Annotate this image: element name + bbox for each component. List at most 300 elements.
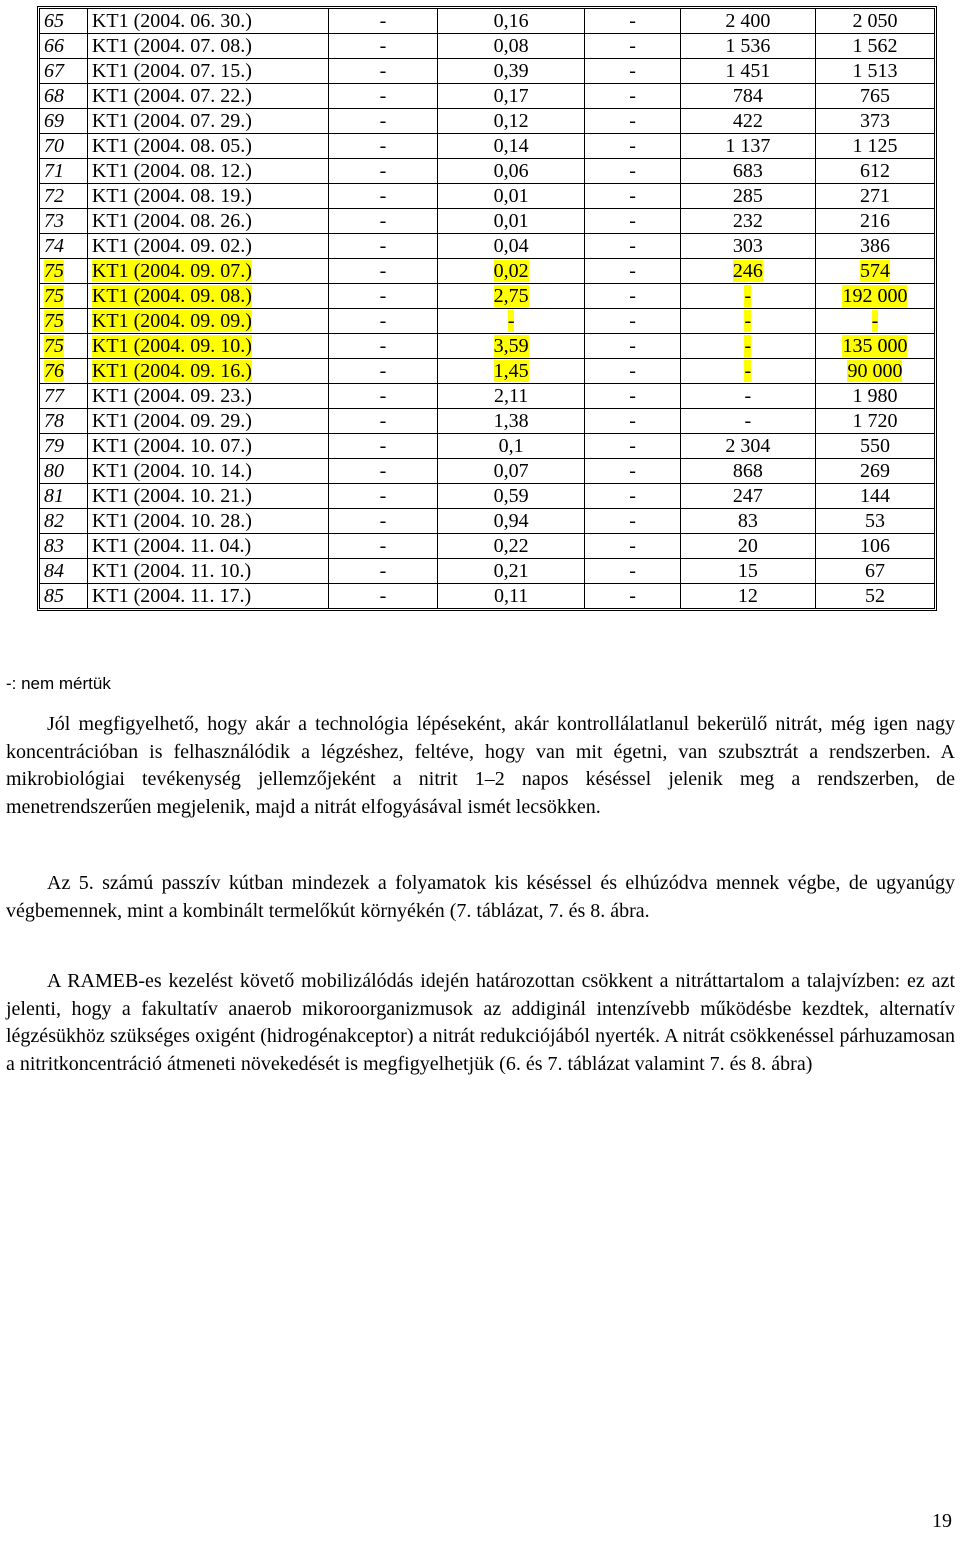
cell-text: 2 400 (725, 10, 771, 32)
table-cell-num (40, 134, 88, 159)
cell-text: - (379, 335, 387, 357)
cell-text: 0,1 (498, 435, 524, 457)
table-cell-a (329, 559, 438, 584)
cell-text: 0,01 (493, 185, 529, 207)
table-cell-num (40, 384, 88, 409)
table-cell-id (88, 484, 329, 509)
cell-text: - (629, 60, 636, 82)
table-cell-c (585, 309, 680, 334)
table-cell-num (40, 184, 88, 209)
table-cell-d (681, 309, 816, 334)
cell-text: 216 (859, 210, 890, 232)
table-cell-b (438, 259, 586, 284)
cell-text: 12 (737, 585, 758, 607)
table-cell-e (816, 434, 934, 459)
cell-text: 247 (732, 485, 763, 507)
cell-text: KT1 (2004. 08. 26.) (91, 210, 252, 232)
page-number: 19 (932, 1510, 952, 1532)
cell-text: - (379, 560, 387, 582)
cell-text: 0,01 (493, 210, 529, 232)
table-cell-e (816, 384, 934, 409)
cell-text: - (629, 360, 636, 382)
cell-text: - (379, 210, 387, 232)
cell-text: 0,04 (493, 235, 529, 257)
cell-text: - (507, 310, 515, 332)
cell-text: 1 125 (852, 135, 898, 157)
cell-text: 67 (864, 560, 885, 582)
table-cell-c (585, 209, 680, 234)
cell-text: 0,11 (494, 585, 529, 607)
table-cell-e (816, 209, 934, 234)
cell-text: 65 (44, 10, 64, 32)
cell-text: 2 050 (852, 10, 898, 32)
cell-text: 80 (44, 460, 64, 482)
table-cell-e (816, 409, 934, 434)
table-row (40, 9, 934, 34)
cell-text: - (379, 160, 387, 182)
table-cell-d (681, 259, 816, 284)
cell-text: - (629, 235, 636, 257)
table-row (40, 184, 934, 209)
cell-text: 303 (732, 235, 763, 257)
cell-text: 53 (864, 510, 885, 532)
table-cell-num (40, 359, 88, 384)
cell-text: KT1 (2004. 10. 21.) (91, 485, 252, 507)
cell-text: 271 (859, 185, 890, 207)
table-cell-a (329, 259, 438, 284)
table-cell-num (40, 434, 88, 459)
table-cell-num (40, 459, 88, 484)
table-cell-e (816, 309, 934, 334)
table-cell-d (681, 184, 816, 209)
cell-text: KT1 (2004. 08. 05.) (91, 135, 252, 157)
cell-text: - (379, 410, 387, 432)
cell-text: 135 000 (842, 335, 908, 357)
table-cell-a (329, 584, 438, 608)
table-cell-id (88, 9, 329, 34)
table-row (40, 434, 934, 459)
table-cell-b (438, 309, 586, 334)
cell-text: - (379, 35, 387, 57)
cell-text: 74 (44, 235, 64, 257)
cell-text: - (871, 310, 879, 332)
table-cell-c (585, 134, 680, 159)
cell-text: 192 000 (842, 285, 908, 307)
cell-text: KT1 (2004. 06. 30.) (91, 10, 252, 32)
cell-text: 78 (44, 410, 64, 432)
cell-text: 75 (44, 260, 64, 282)
cell-text: 77 (44, 385, 64, 407)
cell-text: 1 720 (852, 410, 898, 432)
cell-text: 0,14 (493, 135, 529, 157)
table-cell-c (585, 34, 680, 59)
cell-text: 0,02 (493, 260, 529, 282)
table-cell-a (329, 434, 438, 459)
cell-text: 0,17 (493, 85, 529, 107)
table-row (40, 109, 934, 134)
cell-text: 144 (859, 485, 890, 507)
cell-text: - (629, 510, 636, 532)
table-cell-num (40, 484, 88, 509)
table-cell-num (40, 159, 88, 184)
table-row (40, 234, 934, 259)
cell-text: - (379, 285, 387, 307)
cell-text: 84 (44, 560, 64, 582)
table-cell-c (585, 384, 680, 409)
cell-text: 75 (44, 335, 64, 357)
table-cell-b (438, 459, 586, 484)
table-cell-b (438, 34, 586, 59)
table-row (40, 209, 934, 234)
cell-text: 1,45 (493, 360, 529, 382)
table-cell-b (438, 409, 586, 434)
table-cell-c (585, 184, 680, 209)
table-cell-c (585, 59, 680, 84)
cell-text: - (629, 460, 636, 482)
cell-text: 550 (859, 435, 890, 457)
table-row (40, 259, 934, 284)
table-cell-id (88, 284, 329, 309)
cell-text: 76 (44, 360, 64, 382)
table-cell-b (438, 584, 586, 608)
cell-text: 0,06 (493, 160, 529, 182)
table-cell-id (88, 559, 329, 584)
table-cell-d (681, 434, 816, 459)
table-cell-e (816, 459, 934, 484)
cell-text: 0,16 (493, 10, 529, 32)
cell-text: - (629, 210, 636, 232)
cell-text: 683 (732, 160, 763, 182)
cell-text: 52 (864, 585, 885, 607)
table-row (40, 34, 934, 59)
cell-text: KT1 (2004. 11. 10.) (91, 560, 252, 582)
table-cell-e (816, 284, 934, 309)
cell-text: - (629, 335, 636, 357)
table-cell-id (88, 209, 329, 234)
cell-text: 612 (859, 160, 890, 182)
cell-text: 1 562 (852, 35, 898, 57)
cell-text: 373 (859, 110, 890, 132)
table-row (40, 159, 934, 184)
cell-text: KT1 (2004. 09. 29.) (91, 410, 252, 432)
table-cell-c (585, 509, 680, 534)
table-cell-a (329, 284, 438, 309)
cell-text: KT1 (2004. 09. 10.) (91, 335, 252, 357)
cell-text: 285 (732, 185, 763, 207)
cell-text: 2,75 (493, 285, 529, 307)
cell-text: - (629, 435, 636, 457)
cell-text: 422 (732, 110, 763, 132)
cell-text: 0,39 (493, 60, 529, 82)
cell-text: 81 (44, 485, 64, 507)
table-cell-e (816, 109, 934, 134)
cell-text: - (629, 310, 636, 332)
cell-text: 2,11 (494, 385, 529, 407)
table-cell-c (585, 459, 680, 484)
cell-text: 574 (859, 260, 890, 282)
cell-text: 66 (44, 35, 64, 57)
table-cell-num (40, 284, 88, 309)
table-cell-id (88, 109, 329, 134)
table-cell-d (681, 359, 816, 384)
cell-text: 83 (737, 510, 758, 532)
cell-text: - (379, 60, 387, 82)
cell-text: - (744, 335, 752, 357)
cell-text: 232 (732, 210, 763, 232)
table-cell-num (40, 509, 88, 534)
table-cell-num (40, 409, 88, 434)
cell-text: 82 (44, 510, 64, 532)
cell-text: - (379, 385, 387, 407)
table-cell-e (816, 184, 934, 209)
cell-text: - (744, 285, 752, 307)
cell-text: 246 (732, 260, 763, 282)
cell-text: - (379, 585, 387, 607)
cell-text: 784 (732, 85, 763, 107)
table-cell-c (585, 234, 680, 259)
cell-text: - (379, 310, 387, 332)
table-cell-c (585, 559, 680, 584)
cell-text: - (379, 85, 387, 107)
table-cell-b (438, 84, 586, 109)
table-cell-num (40, 209, 88, 234)
cell-text: 0,94 (493, 510, 529, 532)
table-cell-e (816, 259, 934, 284)
table-cell-num (40, 9, 88, 34)
cell-text: - (629, 585, 636, 607)
table-cell-a (329, 59, 438, 84)
table-cell-d (681, 409, 816, 434)
table-cell-a (329, 309, 438, 334)
cell-text: 1 513 (852, 60, 898, 82)
cell-text: 1 137 (725, 135, 771, 157)
table-cell-e (816, 84, 934, 109)
table-cell-d (681, 9, 816, 34)
cell-text: - (379, 10, 387, 32)
table-cell-num (40, 559, 88, 584)
table-cell-id (88, 359, 329, 384)
measurement-table (37, 6, 937, 611)
cell-text: 75 (44, 310, 64, 332)
paragraph-passive-well: Az 5. számú passzív kútban mindezek a folyamatok kis késéssel és elhúzódva mennek végbe, de ugyanúgy végbemennek, mint a kombinált termelőkút környékén (7. táblázat, 7. és 8. ábra. (6, 872, 955, 922)
table-cell-c (585, 534, 680, 559)
table-cell-e (816, 534, 934, 559)
cell-text: 106 (859, 535, 890, 557)
cell-text: 15 (737, 560, 758, 582)
table-cell-b (438, 484, 586, 509)
cell-text: KT1 (2004. 08. 12.) (91, 160, 252, 182)
cell-text: - (629, 535, 636, 557)
table-cell-num (40, 34, 88, 59)
table-cell-a (329, 409, 438, 434)
cell-text: 1 536 (725, 35, 771, 57)
table-cell-c (585, 159, 680, 184)
table-cell-e (816, 584, 934, 608)
table-cell-num (40, 109, 88, 134)
paragraph-nitrate-consumption: Jól megfigyelhető, hogy akár a technológia lépéseként, akár kontrollálatlanul bekerülő nitrát, még igen nagy koncentrációban is felhasználódik a légzéshez, feltéve, hogy van mit égetni, van szubsztrát a rendszerben. A mikrobiológiai tevékenység jellemzőjeként a nitrit 1–2 napos késéssel jelenik meg a rendszerben, de menetrendszerűen megjelenik, majd a nitrát elfogyásával ismét lecsökken. (6, 713, 955, 818)
table-cell-a (329, 209, 438, 234)
cell-text: - (744, 385, 752, 407)
cell-text: KT1 (2004. 09. 16.) (91, 360, 252, 382)
cell-text: - (629, 560, 636, 582)
cell-text: - (379, 360, 387, 382)
cell-text: KT1 (2004. 11. 17.) (91, 585, 252, 607)
table-cell-id (88, 34, 329, 59)
table-cell-d (681, 59, 816, 84)
cell-text: 386 (859, 235, 890, 257)
table-cell-c (585, 584, 680, 608)
cell-text: 0,07 (493, 460, 529, 482)
table-cell-d (681, 159, 816, 184)
cell-text: - (629, 110, 636, 132)
cell-text: - (379, 185, 387, 207)
table-cell-b (438, 159, 586, 184)
cell-text: - (744, 360, 752, 382)
cell-text: - (629, 85, 636, 107)
table-cell-b (438, 534, 586, 559)
table-row (40, 309, 934, 334)
cell-text: - (744, 310, 752, 332)
cell-text: - (629, 135, 636, 157)
table-cell-id (88, 459, 329, 484)
cell-text: 75 (44, 285, 64, 307)
table-cell-b (438, 184, 586, 209)
table-cell-id (88, 534, 329, 559)
table-cell-a (329, 384, 438, 409)
table-cell-e (816, 34, 934, 59)
table-cell-d (681, 134, 816, 159)
table-cell-c (585, 84, 680, 109)
table-cell-id (88, 384, 329, 409)
cell-text: 68 (44, 85, 64, 107)
cell-text: 67 (44, 60, 64, 82)
table-cell-d (681, 534, 816, 559)
table-cell-b (438, 384, 586, 409)
table-cell-d (681, 334, 816, 359)
cell-text: - (379, 460, 387, 482)
table-cell-c (585, 334, 680, 359)
table-cell-b (438, 509, 586, 534)
cell-text: 0,59 (493, 485, 529, 507)
table-cell-id (88, 334, 329, 359)
table-footnote: -: nem mértük (6, 674, 111, 693)
cell-text: KT1 (2004. 07. 29.) (91, 110, 252, 132)
cell-text: KT1 (2004. 10. 07.) (91, 435, 252, 457)
table-row (40, 84, 934, 109)
table-row (40, 534, 934, 559)
cell-text: - (379, 235, 387, 257)
table-cell-num (40, 534, 88, 559)
cell-text: - (629, 385, 636, 407)
cell-text: KT1 (2004. 09. 09.) (91, 310, 252, 332)
cell-text: - (629, 160, 636, 182)
cell-text: - (629, 35, 636, 57)
table-row (40, 509, 934, 534)
cell-text: 0,22 (493, 535, 529, 557)
table-cell-id (88, 84, 329, 109)
cell-text: - (629, 185, 636, 207)
cell-text: KT1 (2004. 09. 23.) (91, 385, 252, 407)
cell-text: KT1 (2004. 10. 28.) (91, 510, 252, 532)
table-cell-num (40, 309, 88, 334)
cell-text: 2 304 (725, 435, 771, 457)
table-row (40, 584, 934, 608)
cell-text: 0,21 (493, 560, 529, 582)
table-cell-e (816, 484, 934, 509)
table-cell-e (816, 334, 934, 359)
table-cell-b (438, 334, 586, 359)
cell-text: - (629, 285, 636, 307)
table-cell-id (88, 259, 329, 284)
table-cell-id (88, 159, 329, 184)
cell-text: 73 (44, 210, 64, 232)
table-cell-num (40, 584, 88, 608)
cell-text: KT1 (2004. 10. 14.) (91, 460, 252, 482)
table-cell-d (681, 284, 816, 309)
table-row (40, 284, 934, 309)
table-cell-a (329, 109, 438, 134)
table-cell-id (88, 134, 329, 159)
table-cell-a (329, 9, 438, 34)
cell-text: 69 (44, 110, 64, 132)
table-cell-a (329, 509, 438, 534)
table-cell-d (681, 109, 816, 134)
cell-text: 3,59 (493, 335, 529, 357)
cell-text: KT1 (2004. 09. 08.) (91, 285, 252, 307)
cell-text: 20 (737, 535, 758, 557)
table-cell-c (585, 434, 680, 459)
table-cell-c (585, 259, 680, 284)
cell-text: 85 (44, 585, 64, 607)
table-cell-a (329, 84, 438, 109)
cell-text: - (379, 435, 387, 457)
table-cell-d (681, 84, 816, 109)
table-cell-a (329, 334, 438, 359)
table-cell-b (438, 9, 586, 34)
table-cell-id (88, 59, 329, 84)
table-cell-num (40, 234, 88, 259)
table-cell-id (88, 184, 329, 209)
table-cell-num (40, 334, 88, 359)
table-cell-d (681, 584, 816, 608)
table-cell-num (40, 259, 88, 284)
table-cell-id (88, 409, 329, 434)
table-row (40, 409, 934, 434)
cell-text: 71 (44, 160, 64, 182)
table-cell-e (816, 59, 934, 84)
table-row (40, 134, 934, 159)
cell-text: 90 000 (847, 360, 903, 382)
cell-text: - (629, 485, 636, 507)
cell-text: KT1 (2004. 09. 02.) (91, 235, 252, 257)
table-cell-a (329, 34, 438, 59)
table-row (40, 459, 934, 484)
table-cell-a (329, 234, 438, 259)
cell-text: 83 (44, 535, 64, 557)
cell-text: 868 (732, 460, 763, 482)
table-cell-c (585, 484, 680, 509)
cell-text: 1,38 (493, 410, 529, 432)
table-cell-e (816, 559, 934, 584)
cell-text: KT1 (2004. 09. 07.) (91, 260, 252, 282)
table-cell-a (329, 359, 438, 384)
cell-text: - (379, 260, 387, 282)
cell-text: 0,12 (493, 110, 529, 132)
cell-text: 1 451 (725, 60, 771, 82)
table-row (40, 559, 934, 584)
table-cell-id (88, 434, 329, 459)
table-cell-d (681, 484, 816, 509)
